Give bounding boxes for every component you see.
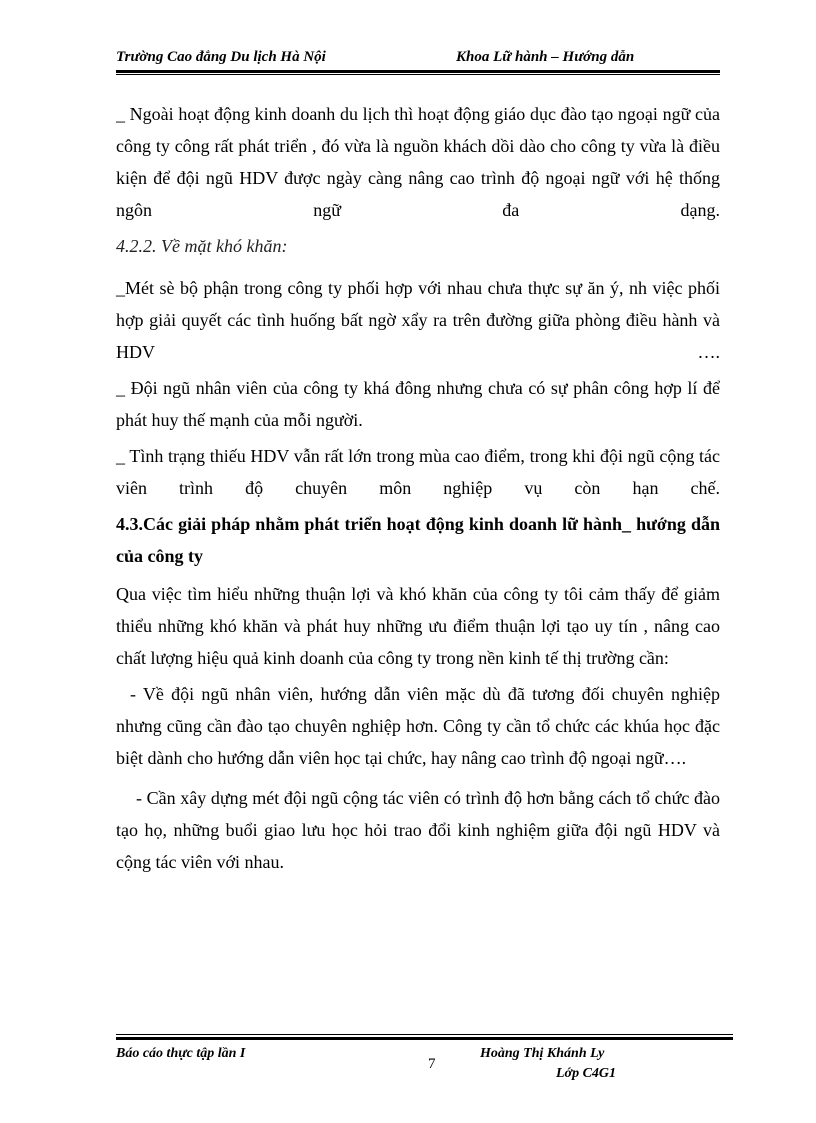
footer-rule-thick xyxy=(116,1037,733,1040)
footer-author: Hoàng Thị Khánh Ly xyxy=(480,1046,605,1061)
paragraph-difficulty-3: _ Tình trạng thiếu HDV vẫn rất lớn trong mùa cao điểm, trong khi đội ngũ cộng tác viên trình độ chuyên môn nghiệp vụ còn hạn chế. xyxy=(116,446,720,498)
section-heading-4-2-2: 4.2.2. Về mặt khó khăn: xyxy=(116,236,288,256)
paragraph-solution-intro: Qua việc tìm hiểu những thuận lợi và khó khăn của công ty tôi cảm thấy để giảm thiểu những khó khăn và phát huy những ưu điểm thuận lợi tạo uy tín , nâng cao chất lượng hiệu quả kinh doanh của công ty trong nền kinh tế thị trường cần: xyxy=(116,584,720,668)
header-rule-thick xyxy=(116,70,720,73)
paragraph-solution-collaborators: - Cần xây dựng mét đội ngũ cộng tác viên có trình độ hơn bằng cách tổ chức đào tạo họ, những buổi giao lưu học hỏi trao đổi kinh nghiệm giữa đội ngũ HDV và cộng tác viên với nhau. xyxy=(116,788,720,872)
header-rule-thin xyxy=(116,74,720,75)
footer-class: Lớp C4G1 xyxy=(556,1066,617,1081)
paragraph-solution-staff: - Về đội ngũ nhân viên, hướng dẫn viên mặc dù đã tương đối chuyên nghiệp nhưng cũng cần đào tạo chuyên nghiệp hơn. Công ty cần tổ chức các khúa học đặc biệt dành cho hướng dẫn viên học tại chức, hay nâng cao trình độ ngoại ngữ…. xyxy=(116,684,720,768)
document-body xyxy=(116,98,720,882)
page-header xyxy=(116,46,720,70)
footer-rule-thin xyxy=(116,1034,733,1035)
paragraph-advantage: _ Ngoài hoạt động kinh doanh du lịch thì hoạt động giáo dục đào tạo ngoại ngữ của công ty công rất phát triển , đó vừa là nguồn khách dồi dào cho công ty vừa là điều kiện để đội ngũ HDV được ngày càng nâng cao trình độ ngoại ngữ với hệ thống ngôn ngữ đa dạng. xyxy=(116,104,720,220)
footer-report-title: Báo cáo thực tập lần I xyxy=(116,1046,246,1061)
header-faculty: Khoa Lữ hành – Hướng dẫn xyxy=(456,49,635,65)
section-heading-4-3: 4.3.Các giải pháp nhằm phát triển hoạt động kinh doanh lữ hành_ hướng dẫn của công ty xyxy=(116,514,720,566)
paragraph-difficulty-2: _ Đội ngũ nhân viên của công ty khá đông nhưng chưa có sự phân công hợp lí để phát huy thế mạnh của mỗi người. xyxy=(116,378,720,430)
paragraph-difficulty-1: _Mét sè bộ phận trong công ty phối hợp với nhau chưa thực sự ăn ý, nh việc phối hợp giải quyết các tình huống bất ngờ xẩy ra trên đường giữa phòng điều hành và HDV …. xyxy=(116,278,720,362)
header-school: Trường Cao đẳng Du lịch Hà Nội xyxy=(116,49,326,65)
page-number: 7 xyxy=(428,1056,436,1072)
